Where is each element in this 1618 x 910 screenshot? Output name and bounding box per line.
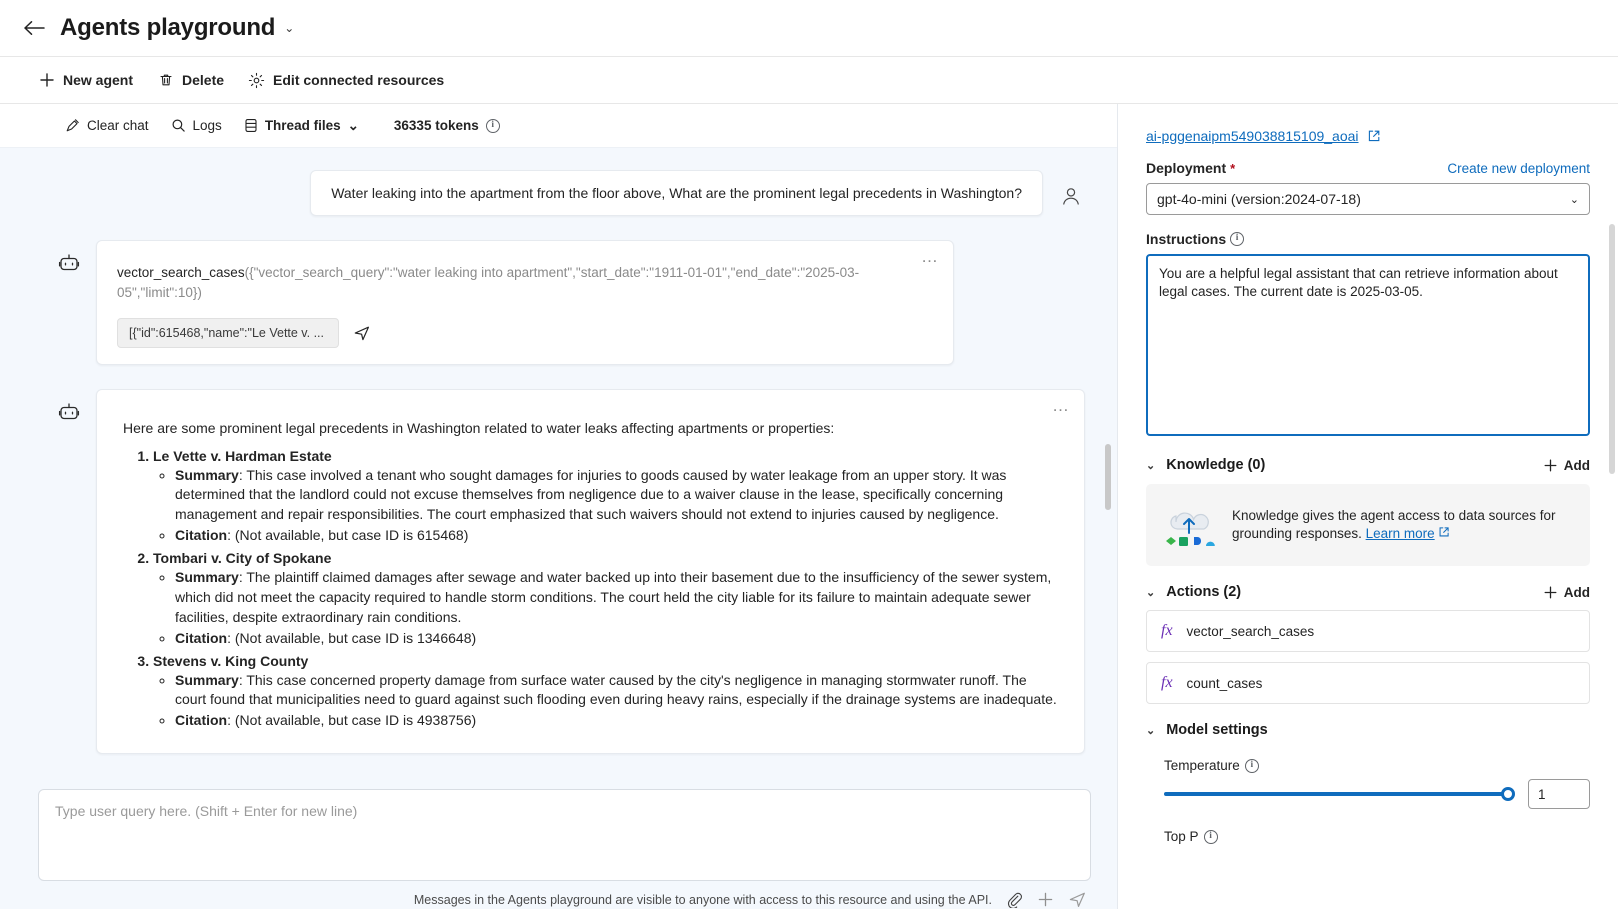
citation-label: Citation — [175, 712, 228, 729]
model-settings-title — [1146, 722, 1268, 738]
chevron-down-icon[interactable]: ⌄ — [347, 117, 359, 133]
tool-call-arguments: ({"vector_search_query":"water leaking into apartment","start_date":"1911-01-01","end_date":"2025-03-05","limit":10}) — [117, 265, 860, 301]
case-citation — [175, 629, 1058, 649]
new-agent-button[interactable] — [28, 66, 143, 95]
case-details — [153, 671, 1058, 732]
chat-input[interactable] — [38, 789, 1091, 881]
agent-bot-icon — [56, 250, 82, 276]
edit-connected-resources-button[interactable] — [238, 66, 454, 95]
actions-title-text: Actions (2) — [1166, 584, 1242, 600]
instructions-label-row — [1146, 231, 1590, 247]
config-scrollbar[interactable] — [1609, 224, 1615, 474]
delete-label: Delete — [182, 72, 225, 88]
actions-section-header — [1146, 584, 1590, 600]
body — [0, 104, 1618, 909]
citation-label: Citation — [175, 629, 228, 646]
model-settings-header — [1146, 722, 1590, 738]
list-item — [153, 550, 1058, 649]
edit-connected-resources-label: Edit connected resources — [273, 72, 445, 88]
connected-resource-link[interactable]: ai-pggenaipm549038815109_aoai — [1146, 128, 1359, 144]
transcript-scrollbar[interactable] — [1105, 444, 1111, 510]
knowledge-title — [1146, 457, 1265, 473]
chat-toolbar — [0, 104, 1117, 148]
agent-answer-card — [96, 389, 1085, 755]
list-item — [153, 448, 1058, 547]
list-item[interactable] — [1146, 662, 1590, 704]
model-settings-title-text: Model settings — [1166, 722, 1268, 738]
chevron-down-icon[interactable]: ⌄ — [1146, 724, 1156, 737]
token-count-label: 36335 tokens — [393, 118, 479, 133]
add-action-button[interactable] — [1543, 585, 1590, 600]
deployment-label-text: Deployment — [1146, 160, 1227, 176]
user-message-bubble: Water leaking into the apartment from the floor above, What are the prominent legal precedents in Washington? — [310, 170, 1043, 216]
temperature-label — [1146, 758, 1590, 773]
search-icon — [171, 118, 186, 133]
logs-label: Logs — [192, 118, 222, 133]
database-icon — [244, 118, 258, 133]
deployment-selected-value: gpt-4o-mini (version:2024-07-18) — [1157, 191, 1361, 207]
temperature-slider[interactable] — [1164, 792, 1514, 796]
knowledge-description — [1232, 507, 1574, 543]
delete-button[interactable] — [147, 66, 234, 95]
user-message-row — [56, 170, 1085, 216]
info-icon[interactable]: i — [486, 119, 500, 133]
trash-icon — [157, 72, 174, 89]
logs-button[interactable] — [162, 113, 231, 138]
chevron-down-icon: ⌄ — [1569, 193, 1579, 206]
actions-title — [1146, 584, 1241, 600]
top-p-label — [1146, 829, 1590, 844]
plus-icon[interactable] — [1037, 891, 1054, 908]
composer-note: Messages in the Agents playground are visible to anyone with access to this resource and using the API. — [413, 892, 992, 907]
chat-transcript — [0, 148, 1117, 779]
case-summary — [175, 671, 1058, 711]
case-details — [153, 568, 1058, 649]
knowledge-section-header — [1146, 457, 1590, 473]
thread-files-label: Thread files — [264, 118, 341, 133]
case-citation — [175, 526, 1058, 546]
top-p-label-text: Top P — [1164, 829, 1199, 844]
chevron-down-icon[interactable]: ⌄ — [1146, 586, 1156, 599]
token-count — [394, 118, 500, 133]
new-agent-label: New agent — [63, 72, 134, 88]
case-citation — [175, 711, 1058, 731]
clear-chat-label: Clear chat — [87, 118, 149, 133]
case-details — [153, 466, 1058, 547]
info-icon[interactable]: i — [1245, 759, 1259, 773]
tool-call-name: vector_search_cases — [117, 265, 245, 280]
action-name: count_cases — [1186, 675, 1263, 691]
info-icon[interactable]: i — [1204, 830, 1218, 844]
answer-card-more-icon[interactable]: … — [1052, 395, 1070, 415]
temperature-value: 1 — [1538, 786, 1546, 802]
citation-label: Citation — [175, 527, 228, 544]
instructions-label — [1146, 231, 1244, 247]
action-name: vector_search_cases — [1186, 623, 1315, 639]
send-icon[interactable] — [1068, 890, 1087, 909]
case-title: Tombari v. City of Spokane — [153, 550, 332, 566]
function-icon: fx — [1161, 622, 1173, 639]
temperature-slider-knob[interactable] — [1501, 787, 1515, 801]
temperature-input[interactable] — [1528, 779, 1590, 809]
tool-result-field[interactable]: [{"id":615468,"name":"Le Vette v. ... — [117, 318, 339, 348]
summary-text: : This case concerned property damage from surface water caused by the city's negligence in managing stormwater runoff. The court found that municipalities need to guard against such flooding even during heavy rains, especially if the drainage systems are inadequate. — [175, 671, 1057, 708]
create-new-deployment-link[interactable]: Create new deployment — [1447, 160, 1590, 176]
back-arrow-icon[interactable] — [24, 20, 46, 36]
clear-chat-button[interactable] — [56, 113, 158, 138]
function-icon: fx — [1161, 674, 1173, 691]
tool-call-row — [56, 240, 1085, 365]
agent-bot-icon — [56, 399, 82, 425]
learn-more-link[interactable]: Learn more — [1365, 526, 1435, 541]
citation-text: : (Not available, but case ID is 1346648) — [227, 629, 477, 646]
deployment-label-row — [1146, 160, 1590, 176]
summary-label: Summary — [175, 466, 239, 483]
add-action-label: Add — [1563, 584, 1590, 600]
answer-intro: Here are some prominent legal precedents in Washington related to water leaks affecting apartments or properties: — [123, 419, 835, 436]
user-avatar-icon — [1057, 182, 1085, 210]
agent-setup-content — [1118, 104, 1618, 844]
summary-label: Summary — [175, 569, 239, 585]
page-title: Agents playground — [60, 14, 276, 41]
agent-setup-pane — [1118, 104, 1618, 909]
tool-call-card — [96, 240, 954, 365]
citation-text: : (Not available, but case ID is 615468) — [227, 527, 469, 544]
temperature-slider-row — [1146, 779, 1590, 809]
cloud-upload-icon — [1162, 499, 1216, 551]
knowledge-description-text: Knowledge gives the agent access to data sources for grounding responses. — [1232, 507, 1556, 541]
tool-result-row — [117, 318, 933, 348]
summary-text: : This case involved a tenant who sought damages for injuries to goods caused by water leakage from an upper story. It was determined that the landlord could not excuse themselves from negligence due to a waiver clause in the lease, specifically concerning management and repair responsibilities. The court emphasized that such waivers should not extend to injuries caused by negligence. — [175, 466, 1007, 523]
page-title-chevron-down-icon[interactable]: ⌄ — [284, 21, 295, 35]
list-item[interactable] — [1146, 610, 1590, 652]
attach-icon[interactable] — [1006, 891, 1023, 908]
chat-input-placeholder: Type user query here. (Shift + Enter for new line) — [55, 803, 358, 819]
thread-files-button[interactable] — [235, 113, 368, 139]
external-link-icon[interactable] — [1367, 129, 1381, 143]
summary-text: : The plaintiff claimed damages after sewage and water backed up into their basement due to the insufficiency of the sewer system, which did not meet the capacity required to handle storm conditions. The court held the city liable for its failure to maintain adequate sewer facilities, despite extraordinary rain conditions. — [175, 569, 1052, 625]
required-marker: * — [1230, 160, 1236, 176]
gear-icon — [248, 72, 265, 89]
command-bar — [0, 56, 1618, 104]
case-title: Le Vette v. Hardman Estate — [153, 447, 332, 464]
broom-icon — [65, 118, 80, 133]
plus-icon — [38, 72, 55, 89]
knowledge-title-text: Knowledge (0) — [1166, 457, 1266, 473]
transcript-fade — [0, 753, 1117, 779]
knowledge-empty-card — [1146, 484, 1590, 566]
external-link-icon[interactable] — [1438, 526, 1450, 538]
instructions-label-text: Instructions — [1146, 231, 1227, 247]
chevron-down-icon[interactable]: ⌄ — [1146, 459, 1156, 472]
case-list — [123, 448, 1058, 732]
add-knowledge-button[interactable] — [1543, 458, 1590, 473]
agent-answer-row — [56, 389, 1085, 755]
add-knowledge-label: Add — [1563, 457, 1590, 473]
tool-card-more-icon[interactable]: … — [921, 247, 939, 266]
list-item — [153, 653, 1058, 732]
case-summary — [175, 568, 1058, 628]
citation-text: : (Not available, but case ID is 4938756) — [227, 712, 477, 729]
info-icon[interactable]: i — [1230, 232, 1244, 246]
case-summary — [175, 466, 1058, 526]
summary-label: Summary — [175, 671, 239, 688]
chat-pane — [0, 104, 1118, 909]
instructions-textarea[interactable] — [1146, 254, 1590, 436]
connected-resource-row — [1146, 104, 1590, 144]
case-title: Stevens v. King County — [153, 652, 309, 669]
tool-call-text — [117, 263, 933, 304]
composer-area — [0, 779, 1117, 881]
temperature-label-text: Temperature — [1164, 758, 1240, 773]
send-icon[interactable] — [349, 320, 375, 346]
titlebar — [0, 0, 1618, 56]
deployment-label — [1146, 160, 1235, 176]
deployment-select[interactable] — [1146, 183, 1590, 215]
composer-footer — [0, 881, 1117, 909]
